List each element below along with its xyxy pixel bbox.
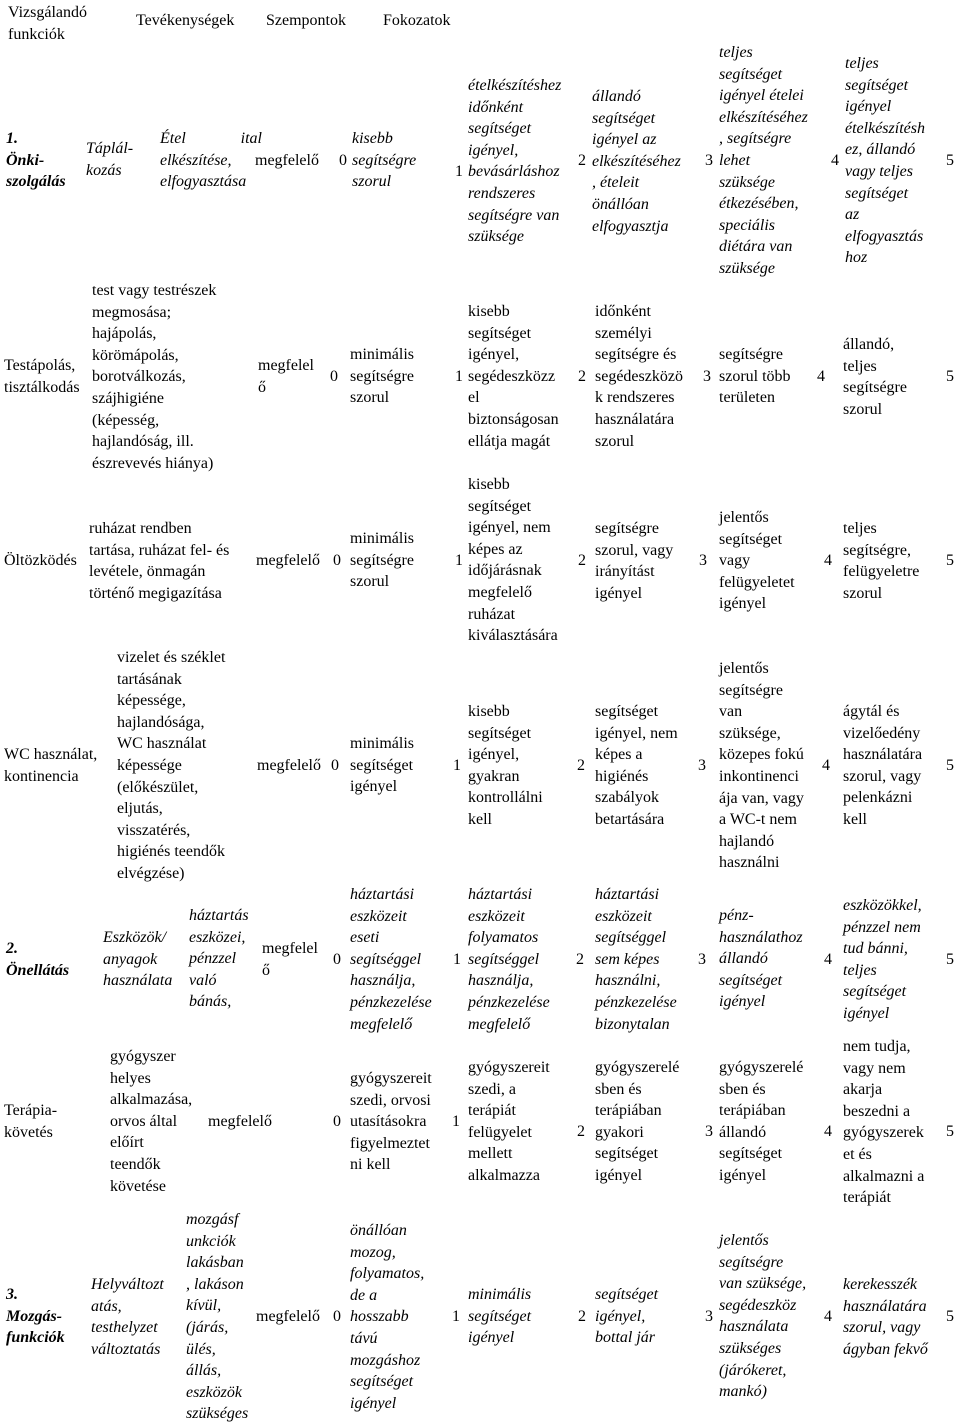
activity-label: Helyváltozt atás, testhelyzet változtatás bbox=[91, 1276, 164, 1358]
level-description: állandó segítséget igényel az elkészítéséhez , ételeit önállóan elfogyasztja bbox=[592, 88, 681, 235]
level-score: 2 bbox=[576, 951, 584, 968]
aspect-text: gyógyszer helyes alkalmazása, orvos által előírt teendők követése bbox=[110, 1048, 193, 1195]
level-description: minimális segítséget igényel bbox=[468, 1286, 532, 1347]
level-score: 3 bbox=[705, 152, 713, 169]
level-score: 1 bbox=[455, 368, 463, 385]
level-score: 0 bbox=[333, 1113, 341, 1130]
level-description: jelentős segítséget vagy felügyeletet igényel bbox=[719, 509, 795, 613]
level-description: ágytál és vizelőedény használatára szorul, vagy pelenkázni kell bbox=[843, 703, 923, 828]
level-score: 5 bbox=[946, 1123, 954, 1140]
level-score: 4 bbox=[831, 152, 839, 169]
level-score: 4 bbox=[824, 951, 832, 968]
normal-label: megfelelő bbox=[255, 152, 319, 169]
level-score: 3 bbox=[698, 951, 706, 968]
activity-label: Öltözködés bbox=[4, 552, 77, 569]
level-score: 4 bbox=[817, 368, 825, 385]
level-score: 1 bbox=[455, 552, 463, 569]
level-description: eszközökkel, pénzzel nem tud bánni, teljes segítséget igényel bbox=[843, 897, 922, 1022]
header-functions: Vizsgálandó funkciók bbox=[8, 4, 88, 43]
level-score: 0 bbox=[333, 1308, 341, 1325]
level-score: 3 bbox=[703, 368, 711, 385]
level-score: 2 bbox=[578, 368, 586, 385]
level-description: kisebb segítséget igényel, nem képes az időjárásnak megfelelő ruházat kiválasztására bbox=[468, 476, 558, 645]
level-score: 1 bbox=[452, 1113, 460, 1130]
normal-label: megfelelő bbox=[208, 1113, 272, 1130]
normal-label: megfelel ő bbox=[262, 940, 318, 979]
level-description: önállóan mozog, folyamatos, de a hosszabb távú mozgáshoz segítséget igényel bbox=[350, 1222, 425, 1412]
normal-label: megfelel ő bbox=[258, 357, 314, 396]
level-description: segítségre szorul, vagy irányítást igényel bbox=[595, 520, 674, 602]
level-description: időnként személyi segítségre és segédeszközö k rendszeres használatára szorul bbox=[595, 303, 683, 450]
level-description: állandó, teljes segítségre szorul bbox=[843, 336, 907, 418]
level-description: teljes segítséget igényel ételkészítésh ez, állandó vagy teljes segítséget az elfogyasztás hoz bbox=[845, 55, 925, 267]
level-score: 1 bbox=[452, 1308, 460, 1325]
normal-label: megfelelő bbox=[257, 757, 321, 774]
group-label-terapiakovetes: Terápia- követés bbox=[4, 1102, 58, 1141]
level-description: kisebb segítséget igényel, segédeszközz el biztonságosan ellátja magát bbox=[468, 303, 559, 450]
level-score: 4 bbox=[824, 1123, 832, 1140]
level-description: pénz- használathoz állandó segítséget igényel bbox=[719, 907, 803, 1011]
level-description: háztartási eszközeit eseti segítséggel használja, pénzkezelése megfelelő bbox=[350, 886, 432, 1033]
level-description: teljes segítséget igényel ételei elkészítéséhez , segítségre lehet szüksége étkezésében, speciális diétára van szüksége bbox=[719, 44, 808, 277]
level-description: segítséget igényel, nem képes a higiénés szabályok betartására bbox=[595, 703, 678, 828]
level-description: kerekesszék használatára szorul, vagy ágyban fekvő bbox=[843, 1276, 928, 1358]
level-description: háztartási eszközeit segítséggel sem képes használni, pénzkezelése bizonytalan bbox=[595, 886, 677, 1033]
level-description: kisebb segítségre szorul bbox=[352, 130, 417, 191]
level-score: 0 bbox=[331, 757, 339, 774]
level-score: 5 bbox=[946, 757, 954, 774]
level-description: minimális segítséget igényel bbox=[350, 735, 414, 796]
level-score: 2 bbox=[578, 1308, 586, 1325]
level-score: 4 bbox=[824, 1308, 832, 1325]
level-description: gyógyszereit szedi, a terápiát felügyelet mellett alkalmazza bbox=[468, 1059, 550, 1184]
level-score: 2 bbox=[578, 152, 586, 169]
aspect-text: Étel ital elkészítése, elfogyasztása bbox=[160, 130, 262, 191]
level-score: 1 bbox=[453, 951, 461, 968]
level-description: gyógyszerelé sben és terápiában állandó segítséget igényel bbox=[719, 1059, 804, 1184]
level-description: háztartási eszközeit folyamatos segítséggel használja, pénzkezelése megfelelő bbox=[468, 886, 550, 1033]
level-description: kisebb segítséget igényel, gyakran kontrollálni kell bbox=[468, 703, 543, 828]
level-description: segítséget igényel, bottal jár bbox=[595, 1286, 659, 1347]
level-score: 2 bbox=[578, 552, 586, 569]
group-label-onellatas: 2. Önellátás bbox=[6, 940, 70, 979]
level-score: 3 bbox=[698, 757, 706, 774]
level-score: 5 bbox=[946, 152, 954, 169]
level-description: ételkészítéshez időnként segítséget igényel, bevásárláshoz rendszeres segítségre van szüksége bbox=[468, 77, 562, 246]
level-score: 4 bbox=[824, 552, 832, 569]
level-score: 2 bbox=[577, 757, 585, 774]
activity-label: Testápolás, tisztálkodás bbox=[4, 357, 80, 396]
activity-label: Táplál- kozás bbox=[86, 140, 134, 179]
normal-label: megfelelő bbox=[256, 552, 320, 569]
level-score: 5 bbox=[946, 951, 954, 968]
level-description: minimális segítségre szorul bbox=[350, 346, 414, 407]
level-score: 3 bbox=[705, 1308, 713, 1325]
aspect-text: háztartás eszközei, pénzzel való bánás, bbox=[189, 907, 249, 1011]
activity-label: WC használat, kontinencia bbox=[4, 746, 98, 785]
level-score: 5 bbox=[946, 1308, 954, 1325]
level-score: 0 bbox=[330, 368, 338, 385]
level-score: 3 bbox=[705, 1123, 713, 1140]
header-activities: Tevékenységek bbox=[136, 12, 235, 29]
header-levels: Fokozatok bbox=[383, 12, 451, 29]
level-score: 2 bbox=[577, 1123, 585, 1140]
level-description: gyógyszereit szedi, orvosi utasításokra figyelmeztet ni kell bbox=[350, 1070, 432, 1174]
header-aspects: Szempontok bbox=[266, 12, 346, 29]
level-score: 4 bbox=[822, 757, 830, 774]
level-description: jelentős segítségre van szüksége, segédeszköz használata szükséges (járókeret, mankó) bbox=[719, 1232, 807, 1401]
aspect-text: test vagy testrészek megmosása; hajápolás, körömápolás, borotválkozás, szájhigiéne (képesség, hajlandóság, ill. észrevevés hiánya) bbox=[92, 282, 217, 472]
normal-label: megfelelő bbox=[256, 1308, 320, 1325]
level-description: jelentős segítségre van szüksége, közepes fokú inkontinenci ája van, vagy a WC-t nem hajlandó használni bbox=[719, 660, 804, 872]
level-description: segítségre szorul több területen bbox=[719, 346, 791, 407]
aspect-text: vizelet és széklet tartásának képessége, hajlandósága, WC használat képessége (előkészület, eljutás, visszatérés, higiénés teendők elvégzése) bbox=[117, 649, 226, 882]
level-score: 5 bbox=[946, 552, 954, 569]
level-description: nem tudja, vagy nem akarja beszedni a gyógyszerek et és alkalmazni a terápiát bbox=[843, 1038, 925, 1207]
activity-label: Eszközök/ anyagok használata bbox=[103, 929, 173, 990]
level-score: 0 bbox=[333, 951, 341, 968]
level-description: teljes segítségre, felügyeletre szorul bbox=[843, 520, 920, 602]
level-description: minimális segítségre szorul bbox=[350, 530, 414, 591]
level-description: gyógyszerelé sben és terápiában gyakori segítséget igényel bbox=[595, 1059, 680, 1184]
level-score: 1 bbox=[455, 163, 463, 180]
level-score: 3 bbox=[699, 552, 707, 569]
aspect-text: mozgásf unkciók lakásban , lakáson kívül, (járás, ülés, állás, eszközök szükséges bbox=[186, 1211, 249, 1423]
level-score: 5 bbox=[946, 368, 954, 385]
level-score: 0 bbox=[333, 552, 341, 569]
group-label-mozgasfunkciok: 3. Mozgás- funkciók bbox=[6, 1286, 65, 1347]
level-score: 0 bbox=[339, 152, 347, 169]
level-score: 1 bbox=[453, 757, 461, 774]
group-label-onkiszolgalas: 1. Önki- szolgálás bbox=[6, 130, 66, 191]
aspect-text: ruházat rendben tartása, ruházat fel- és levétele, önmagán történő megigazítása bbox=[89, 520, 230, 602]
